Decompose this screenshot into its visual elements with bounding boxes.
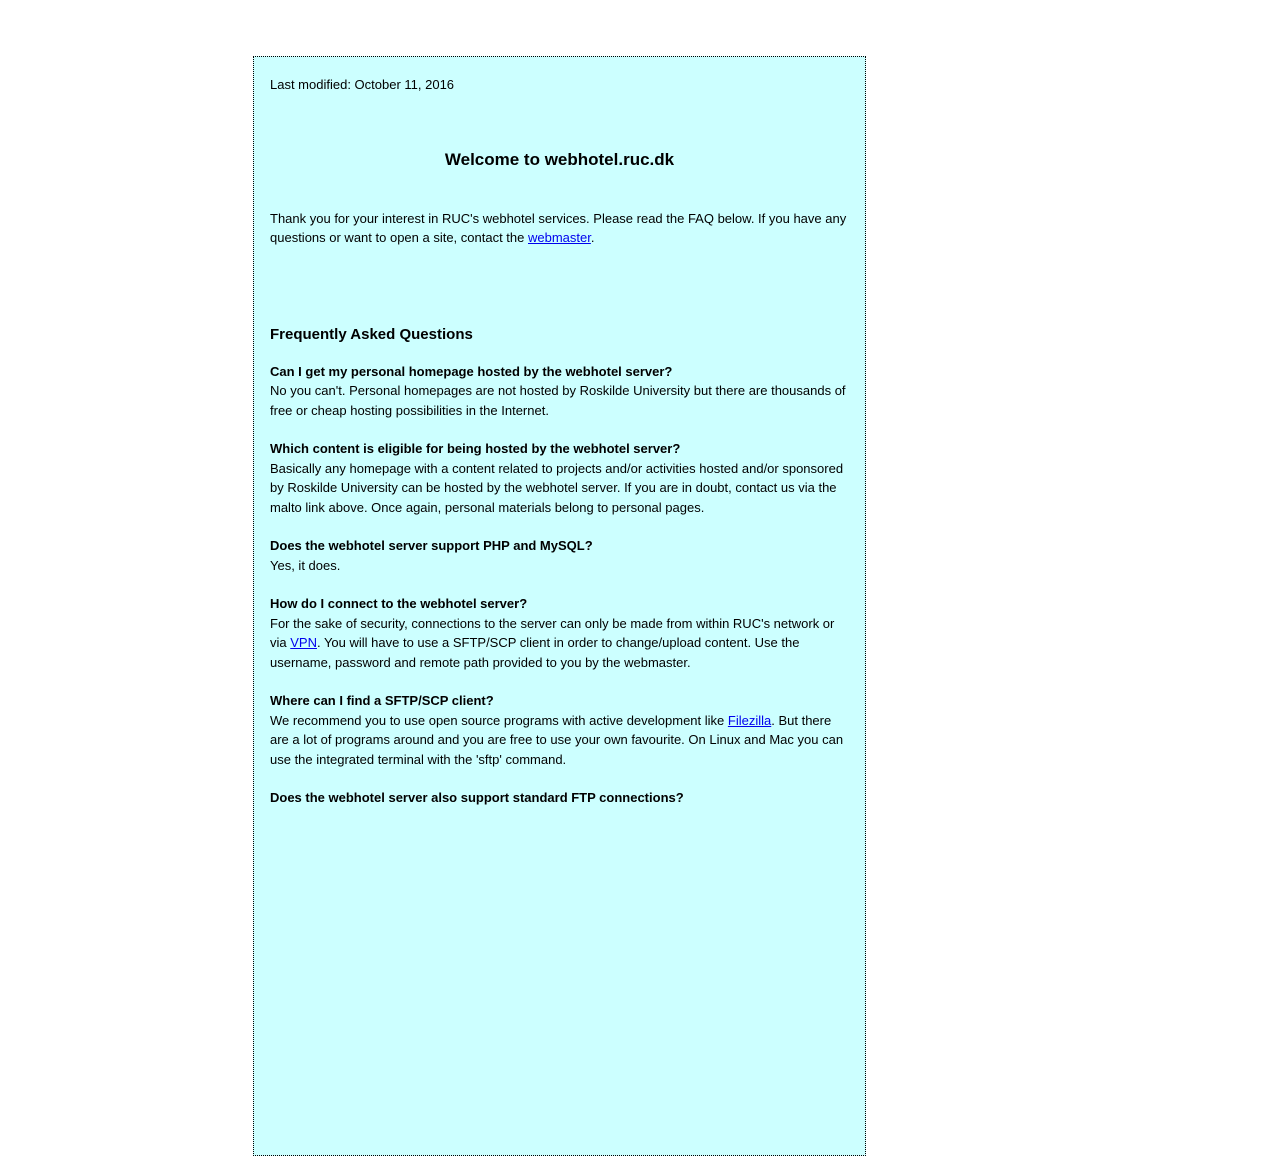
faq-answer: . But there are a lot of programs around and you are free to use your own favourite. On Linux and Mac you can use the integrated terminal with the 'sftp' command. xyxy=(270,712,844,767)
webmaster-link[interactable]: webmaster xyxy=(528,230,591,245)
faq-question: Where can I find a SFTP/SCP client? xyxy=(270,693,494,708)
filezilla-link[interactable]: Filezilla xyxy=(727,712,772,728)
vpn-link[interactable]: VPN xyxy=(290,635,317,650)
faq-item xyxy=(270,691,849,769)
faq-heading: Frequently Asked Questions xyxy=(270,325,473,343)
last-modified-text: Last modified: October 11, 2016 xyxy=(270,77,455,92)
faq-question: Does the webhotel server also support standard FTP connections? xyxy=(270,790,684,805)
content-panel xyxy=(253,56,866,1156)
intro-text-after: . xyxy=(590,230,595,245)
intro-paragraph xyxy=(270,209,849,248)
faq-answer: Yes, it does. xyxy=(270,557,341,573)
faq-item xyxy=(270,536,849,575)
faq-question: Which content is eligible for being hosted by the webhotel server? xyxy=(270,441,681,456)
faq-question: Can I get my personal homepage hosted by the webhotel server? xyxy=(270,363,673,379)
intro-text-before: Thank you for your interest in RUC's webhotel services. Please read the FAQ below. If you have any questions or want to open a site, contact the xyxy=(270,210,847,245)
faq-answer: Basically any homepage with a content related to projects and/or activities hosted and/or sponsored by Roskilde University can be hosted by the webhotel server. If you are in doubt, contact us via the malto link above. Once again, personal materials belong to personal pages. xyxy=(270,460,844,515)
faq-answer: No you can't. Personal homepages are not hosted by Roskilde University but there are thousands of free or cheap hosting possibilities in the Internet. xyxy=(270,383,846,418)
faq-answer: . You will have to use a SFTP/SCP client in order to change/upload content. Use the username, password and remote path provided to you by the webmaster. xyxy=(270,635,800,670)
page-title: Welcome to webhotel.ruc.dk xyxy=(444,149,675,169)
faq-item xyxy=(270,439,849,517)
faq-item xyxy=(270,362,849,421)
faq-question: How do I connect to the webhotel server? xyxy=(270,596,528,611)
faq-item xyxy=(270,788,849,808)
faq-question: Does the webhotel server support PHP and MySQL? xyxy=(270,538,593,553)
faq-answer: For the sake of security, connections to the server can only be made from within RUC's network or via xyxy=(270,615,835,650)
faq-answer: We recommend you to use open source programs with active development like xyxy=(270,712,728,728)
faq-item xyxy=(270,594,849,672)
